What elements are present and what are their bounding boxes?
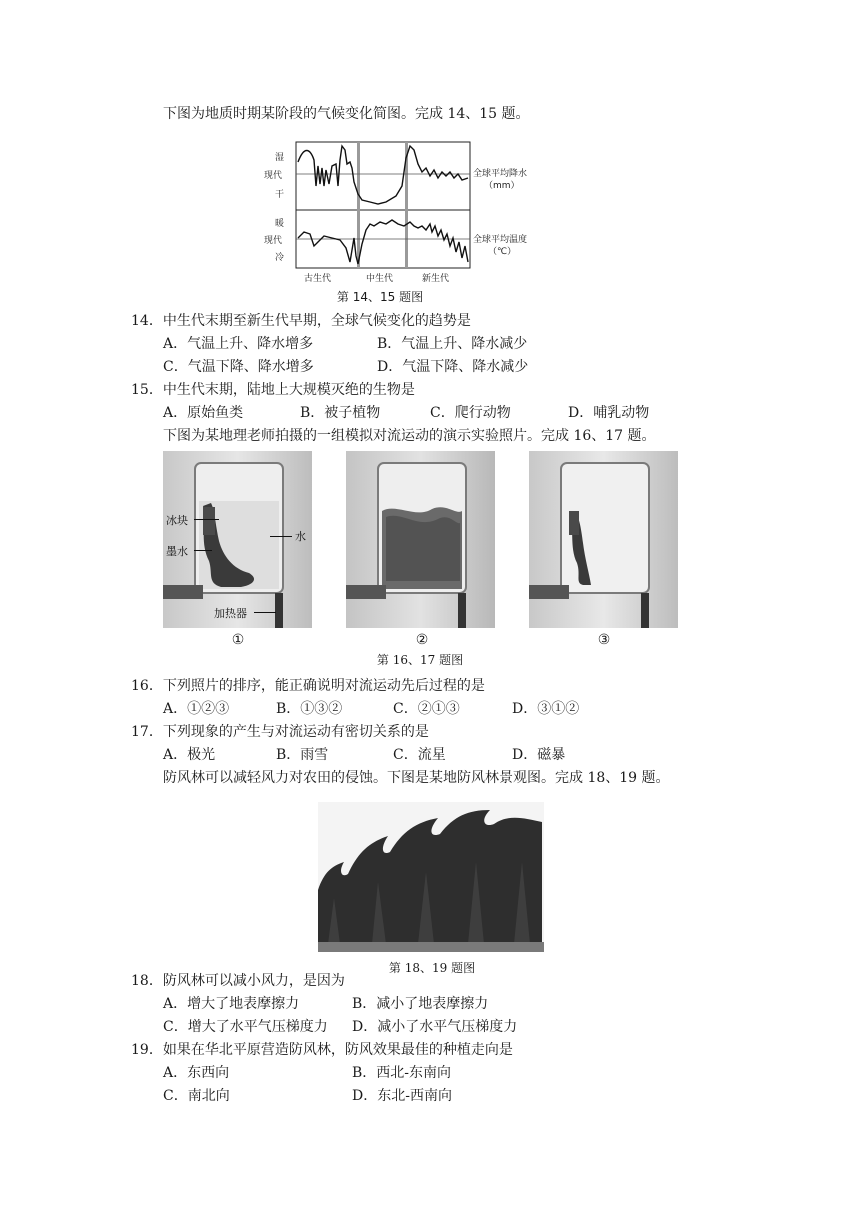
windbreak-forest-image xyxy=(318,802,544,952)
ink-label: 墨水 xyxy=(166,545,188,558)
temp-unit-label: （℃） xyxy=(488,247,517,257)
q17-option-c[interactable]: C．流星 xyxy=(393,747,446,763)
precip-axis-label: 全球平均降水 xyxy=(473,169,528,179)
ice-leader-line xyxy=(194,519,219,520)
era-divider-1 xyxy=(357,142,360,268)
q14-option-b[interactable]: B．气温上升、降水减少 xyxy=(377,336,528,352)
q14-option-a[interactable]: A．气温上升、降水增多 xyxy=(163,336,314,352)
water-leader-line xyxy=(270,536,292,537)
q14-option-c[interactable]: C．气温下降、降水增多 xyxy=(163,359,314,375)
q15-option-c[interactable]: C．爬行动物 xyxy=(430,405,511,421)
q19-stem: 19．如果在华北平原营造防风林，防风效果最佳的种植走向是 xyxy=(131,1042,513,1058)
heater-label: 加热器 xyxy=(214,607,247,620)
q18-option-d[interactable]: D．减小了水平气压梯度力 xyxy=(352,1019,518,1035)
q17-option-d[interactable]: D．磁暴 xyxy=(512,747,566,763)
q19-option-b[interactable]: B．西北-东南向 xyxy=(352,1065,452,1081)
temp-cold-label: 冷 xyxy=(275,253,285,263)
q14-option-d[interactable]: D．气温下降、降水减少 xyxy=(377,359,529,375)
q17-stem: 17．下列现象的产生与对流运动有密切关系的是 xyxy=(131,724,429,740)
climate-chart xyxy=(262,138,542,286)
beaker-photo-2-image xyxy=(346,451,495,628)
q16-option-d[interactable]: D．③①② xyxy=(512,701,580,717)
q15-option-b[interactable]: B．被子植物 xyxy=(300,405,381,421)
forest-photo-caption: 第 18、19 题图 xyxy=(388,961,476,975)
beaker-photo-1-image xyxy=(163,451,312,628)
intro-16-17: 下图为某地理老师拍摄的一组模拟对流运动的演示实验照片。完成 16、17 题。 xyxy=(163,428,656,444)
q19-option-c[interactable]: C．南北向 xyxy=(163,1088,230,1104)
temp-warm-label: 暖 xyxy=(275,219,285,229)
photo-number-3: ③ xyxy=(597,632,611,648)
q18-option-a[interactable]: A．增大了地表摩擦力 xyxy=(163,996,300,1012)
beaker-photos-caption: 第 16、17 题图 xyxy=(376,653,464,667)
q16-option-a[interactable]: A．①②③ xyxy=(163,701,230,717)
precip-unit-label: （mm） xyxy=(484,181,520,191)
era-mesozoic-label: 中生代 xyxy=(366,274,394,284)
q17-option-a[interactable]: A．极光 xyxy=(163,747,216,763)
precip-wet-label: 湿 xyxy=(275,153,285,163)
intro-18-19: 防风林可以减轻风力对农田的侵蚀。下图是某地防风林景观图。完成 18、19 题。 xyxy=(163,770,670,786)
q14-stem: 14．中生代末期至新生代早期，全球气候变化的趋势是 xyxy=(131,313,471,329)
q18-option-c[interactable]: C．增大了水平气压梯度力 xyxy=(163,1019,328,1035)
precip-dry-label: 干 xyxy=(275,190,285,200)
q17-option-b[interactable]: B．雨雪 xyxy=(276,747,329,763)
beaker-photo-3-image xyxy=(529,451,678,628)
q16-stem: 16．下列照片的排序，能正确说明对流运动先后过程的是 xyxy=(131,678,485,694)
q16-option-b[interactable]: B．①③② xyxy=(276,701,343,717)
q15-option-d[interactable]: D．哺乳动物 xyxy=(568,405,650,421)
heater-leader-line xyxy=(254,612,276,613)
precip-curve xyxy=(298,146,468,204)
beaker-photo-2 xyxy=(346,451,495,628)
photo-number-2: ② xyxy=(415,632,429,648)
photo-number-1: ① xyxy=(231,632,245,648)
precip-panel-frame xyxy=(296,142,470,210)
era-paleozoic-label: 古生代 xyxy=(304,274,332,284)
beaker-photo-3 xyxy=(529,451,678,628)
temp-modern-label: 现代 xyxy=(264,236,283,246)
q18-option-b[interactable]: B．减小了地表摩擦力 xyxy=(352,996,489,1012)
water-label: 水 xyxy=(295,530,306,543)
temp-curve xyxy=(298,220,468,264)
era-cenozoic-label: 新生代 xyxy=(422,274,450,284)
windbreak-forest-photo xyxy=(318,802,544,952)
ice-label: 冰块 xyxy=(166,514,188,527)
q15-option-a[interactable]: A．原始鱼类 xyxy=(163,405,244,421)
q16-option-c[interactable]: C．②①③ xyxy=(393,701,460,717)
q18-stem: 18．防风林可以减小风力，是因为 xyxy=(131,973,345,989)
q19-option-d[interactable]: D．东北-西南向 xyxy=(352,1088,452,1104)
climate-chart-svg xyxy=(262,138,542,286)
q19-option-a[interactable]: A．东西向 xyxy=(163,1065,230,1081)
climate-chart-caption: 第 14、15 题图 xyxy=(336,290,424,304)
beaker-photo-1 xyxy=(163,451,312,628)
ink-leader-line xyxy=(194,550,212,551)
q15-stem: 15．中生代末期，陆地上大规模灭绝的生物是 xyxy=(131,382,415,398)
precip-modern-label: 现代 xyxy=(264,171,283,181)
temp-axis-label: 全球平均温度 xyxy=(473,235,528,245)
intro-14-15: 下图为地质时期某阶段的气候变化简图。完成 14、15 题。 xyxy=(163,106,530,122)
